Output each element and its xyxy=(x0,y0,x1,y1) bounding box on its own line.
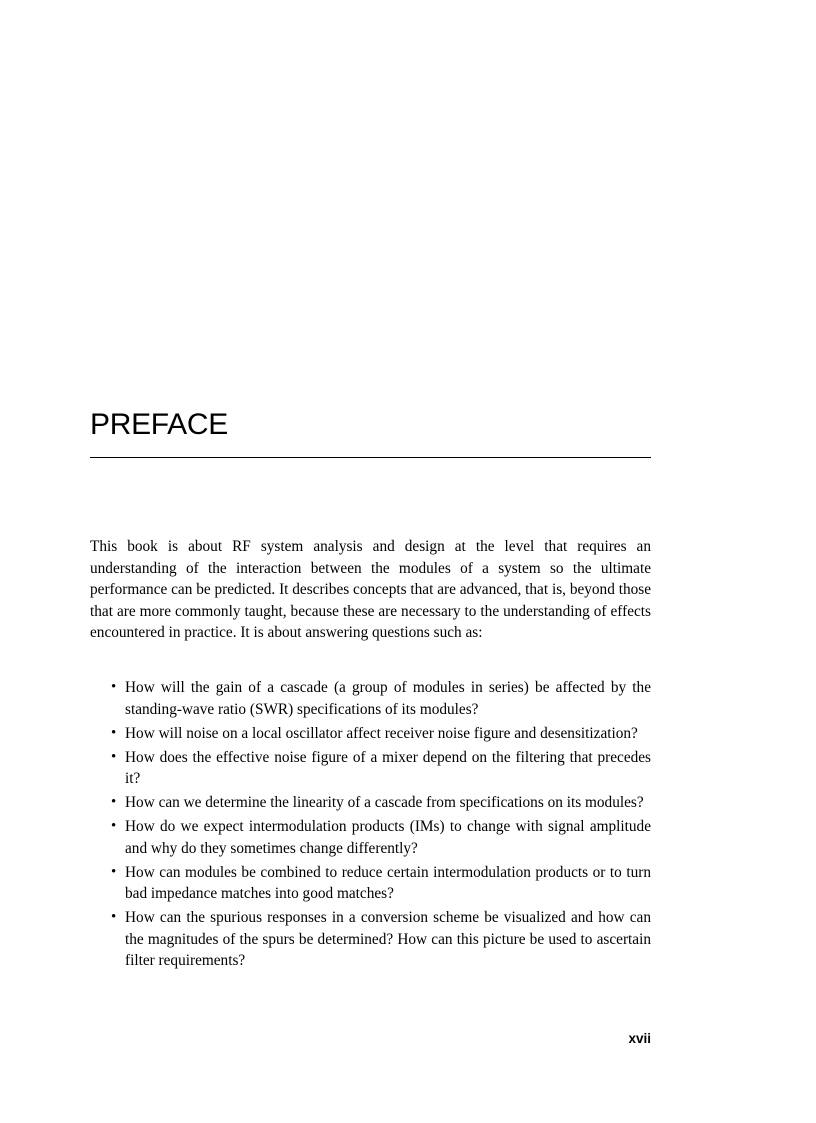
list-item xyxy=(90,677,651,720)
list-item xyxy=(90,723,651,745)
question-list xyxy=(90,677,651,974)
question-text: How can modules be combined to reduce certain intermodulation products or to turn bad impedance matches into good matches? xyxy=(125,863,651,903)
bullet-icon: • xyxy=(111,748,117,765)
list-item xyxy=(90,747,651,790)
page-number: xvii xyxy=(628,1031,651,1046)
bullet-icon: • xyxy=(111,724,117,741)
bullet-icon: • xyxy=(111,818,117,835)
question-text: How can we determine the linearity of a cascade from specifications on its modules? xyxy=(125,794,644,812)
bullet-icon: • xyxy=(111,909,117,926)
title-rule xyxy=(90,457,651,458)
question-text: How will noise on a local oscillator affect receiver noise figure and desensitization? xyxy=(125,724,638,742)
intro-paragraph: This book is about RF system analysis and design at the level that requires an understanding of the interaction between the modules of a system so the ultimate performance can be predicted. It describes concepts that are advanced, that is, beyond those that are more commonly taught, because these are necessary to the understanding of effects encountered in practice. It is about answering questions such as: xyxy=(90,538,651,642)
question-text: How will the gain of a cascade (a group of modules in series) be affected by the standing-wave ratio (SWR) specifications of its modules? xyxy=(125,679,651,718)
bullet-icon: • xyxy=(111,679,117,695)
bullet-icon: • xyxy=(111,863,117,880)
list-item xyxy=(90,816,651,859)
question-text: How can the spurious responses in a conversion scheme be visualized and how can the magnitudes of the spurs be determined? How can this picture be used to ascertain filter requirements? xyxy=(125,909,651,970)
question-text: How does the effective noise figure of a mixer depend on the filtering that precedes it? xyxy=(125,748,651,788)
chapter-title: PREFACE xyxy=(90,408,228,441)
list-item xyxy=(90,862,651,905)
list-item xyxy=(90,907,651,972)
list-item xyxy=(90,792,651,814)
bullet-icon: • xyxy=(111,794,117,811)
question-text: How do we expect intermodulation products (IMs) to change with signal amplitude and why do they sometimes change differently? xyxy=(125,818,651,857)
